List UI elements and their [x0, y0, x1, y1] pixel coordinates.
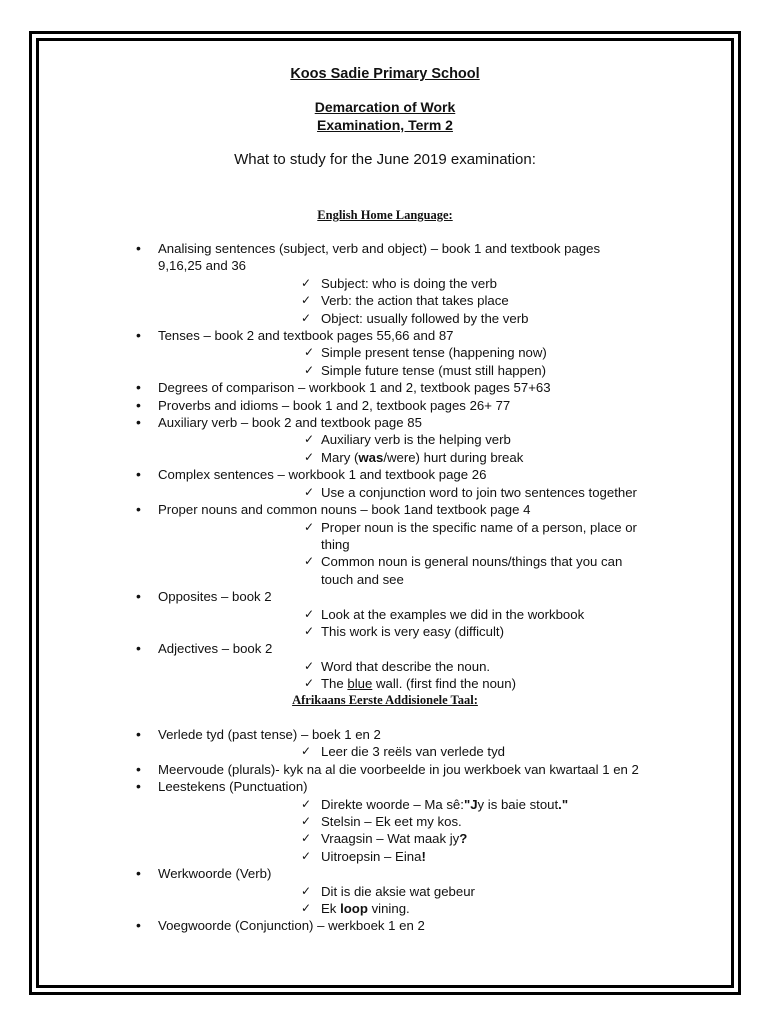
list-item [40, 240, 640, 327]
sub-item: ✓ Subject: who is doing the verb [158, 275, 640, 292]
list-item [40, 726, 640, 761]
sub-list [158, 658, 640, 693]
sub-item: ✓ Direkte woorde – Ma sê:"Jy is baie stout." [158, 796, 640, 813]
sub-list [158, 519, 640, 589]
sub-list [158, 344, 640, 379]
list-item: • Meervoude (plurals)- kyk na al die voorbeelde in jou werkboek van kwartaal 1 en 2 [40, 761, 640, 778]
sub-item: ✓ Object: usually followed by the verb [158, 310, 640, 327]
sub-list [158, 431, 640, 466]
sub-list [158, 606, 640, 641]
sub-item: ✓ Verb: the action that takes place [158, 292, 640, 309]
sub-item: ✓ Proper noun is the specific name of a person, place or thing [158, 519, 640, 554]
sub-item: ✓ Use a conjunction word to join two sentences together [158, 484, 640, 501]
list-item [40, 588, 640, 640]
sub-item: ✓ Look at the examples we did in the workbook [158, 606, 640, 623]
list-item-text: Analising sentences (subject, verb and object) – book 1 and textbook pages 9,16,25 and 36 [158, 241, 601, 274]
sub-list [158, 796, 640, 866]
sub-list [158, 883, 640, 918]
sub-item: ✓ Uitroepsin – Eina! [158, 848, 640, 865]
english-topics-list [40, 240, 640, 693]
afrikaans-topics-list [40, 726, 640, 935]
list-item-text: Auxiliary verb – book 2 and textbook page 85 [158, 415, 422, 431]
list-item: • Proverbs and idioms – book 1 and 2, textbook pages 26+ 77 [40, 397, 640, 414]
list-item [40, 327, 640, 379]
document-subtitle: What to study for the June 2019 examination: [234, 151, 536, 168]
sub-item: ✓ Vraagsin – Wat maak jy? [158, 830, 640, 847]
school-name: Koos Sadie Primary School [290, 66, 480, 82]
document-body [40, 40, 730, 986]
sub-list [158, 275, 640, 327]
list-item [40, 778, 640, 865]
sub-item: ✓ Simple present tense (happening now) [158, 344, 640, 361]
sub-item: ✓ Dit is die aksie wat gebeur [158, 883, 640, 900]
list-item: • Voegwoorde (Conjunction) – werkboek 1 en 2 [40, 917, 640, 934]
list-item [40, 501, 640, 588]
sub-item: ✓ Word that describe the noun. [158, 658, 640, 675]
sub-item: ✓ This work is very easy (difficult) [158, 623, 640, 640]
list-item-text: Proper nouns and common nouns – book 1and textbook page 4 [158, 502, 531, 518]
list-item-text: Tenses – book 2 and textbook pages 55,66 and 87 [158, 328, 454, 344]
list-item [40, 414, 640, 466]
sub-list [158, 743, 640, 760]
list-item [40, 865, 640, 917]
sub-item: ✓ Auxiliary verb is the helping verb [158, 431, 640, 448]
sub-item: ✓ Leer die 3 reëls van verlede tyd [158, 743, 640, 760]
title-line-1: Demarcation of Work [314, 99, 456, 115]
list-item [40, 640, 640, 692]
list-item-text: Verlede tyd (past tense) – boek 1 en 2 [158, 727, 381, 742]
sub-item: ✓ Mary (was/were) hurt during break [158, 449, 640, 466]
list-item-text: Adjectives – book 2 [158, 641, 273, 657]
title-line-2: Examination, Term 2 [317, 117, 453, 133]
sub-item: ✓ Common noun is general nouns/things that you can touch and see [158, 553, 640, 588]
sub-list [158, 484, 640, 501]
list-item: • Degrees of comparison – workbook 1 and 2, textbook pages 57+63 [40, 379, 640, 396]
sub-item: ✓ Simple future tense (must still happen) [158, 362, 640, 379]
english-heading: English Home Language: [317, 208, 453, 222]
sub-item: ✓ Ek loop vining. [158, 900, 640, 917]
afrikaans-heading: Afrikaans Eerste Addisionele Taal: [292, 693, 478, 707]
document-title [40, 98, 730, 134]
list-item-text: Werkwoorde (Verb) [158, 866, 272, 882]
sub-item: ✓ Stelsin – Ek eet my kos. [158, 813, 640, 830]
list-item-text: Leestekens (Punctuation) [158, 779, 308, 795]
list-item-text: Opposites – book 2 [158, 589, 272, 605]
list-item [40, 466, 640, 501]
list-item-text: Complex sentences – workbook 1 and textbook page 26 [158, 467, 487, 483]
sub-item: ✓ The blue wall. (first find the noun) [158, 675, 640, 692]
